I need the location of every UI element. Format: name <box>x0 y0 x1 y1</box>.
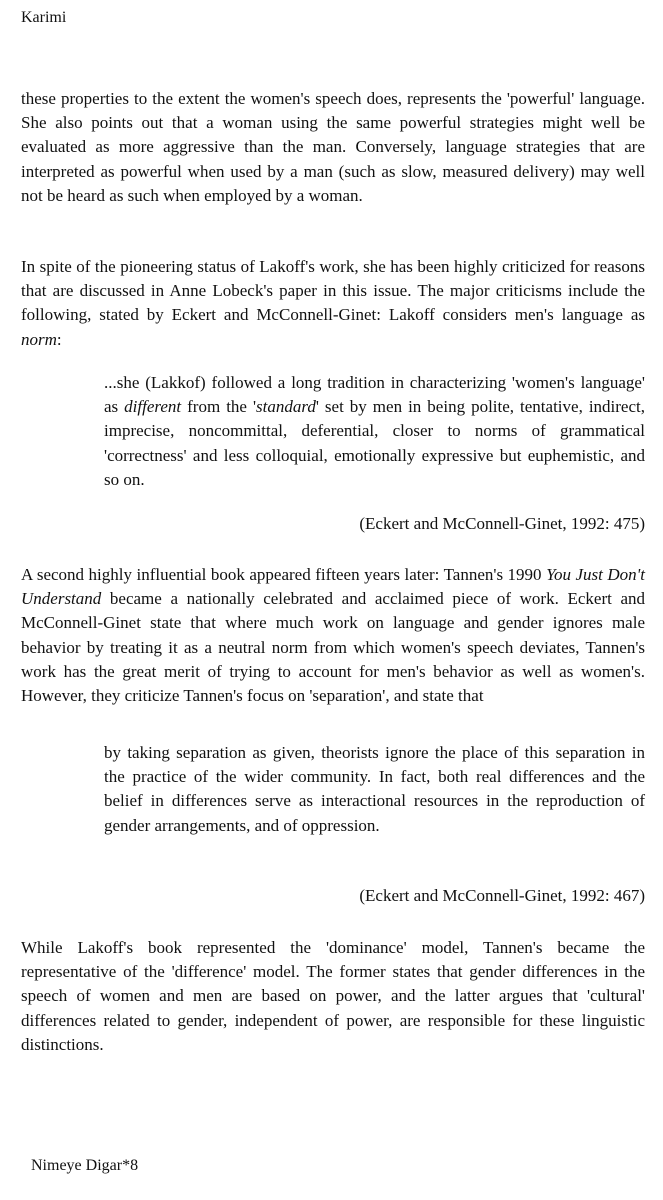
paragraph-2-text: In spite of the pioneering status of Lakoff's work, she has been highly criticized for reasons that are discussed in Anne Lobeck's paper in this issue. The major criticisms include the following, stated by Eckert and McConnell-Ginet: Lakoff considers men's language as <box>21 257 645 325</box>
quote-1-citation: (Eckert and McConnell-Ginet, 1992: 475) <box>359 514 645 533</box>
running-header-author: Karimi <box>21 9 67 26</box>
paragraph-3-part-1: A second highly influential book appeared fifteen years later: Tannen's 1990 <box>21 565 547 584</box>
quote-1-part-3: ' set by men in being polite, tentative, indirect, imprecise, noncommittal, deferential, closer to norms of grammatical 'correctness' and less colloquial, emotionally expressive but euphemistic, and so on. <box>104 397 645 489</box>
paragraph-2-end: : <box>56 329 62 349</box>
book-title: You Just Don't Understand <box>21 565 646 609</box>
paragraph-3-part-2: became a nationally celebrated and acclaimed piece of work. Eckert and McConnell-Ginet state that where much work on language and gender ignores male behavior by treating it as a neutral norm from which women's speech deviates, Tannen's work has the great merit of trying to account for men's behavior as well as women's. However, they criticize Tannen's focus on 'separation', and state that <box>21 589 645 706</box>
paragraph-1 <box>21 87 645 208</box>
paragraph-1-text: these properties to the extent the women's speech does, represents the 'powerful' language. She also points out that a woman using the same powerful strategies might well be evaluated as more aggressive than the man. Conversely, language strategies that are interpreted as powerful when used by a man (such as slow, measured delivery) may well not be heard as such when employed by a woman. <box>21 89 645 205</box>
quote-2-text: by taking separation as given, theorists ignore the place of this separation in the practice of the wider community. In fact, both real differences and the belief in differences serve as interactional resources in the reproduction of gender arrangements, and of oppression. <box>104 743 645 835</box>
paragraph-3 <box>21 563 645 708</box>
emphasis-standard: standard <box>256 397 316 417</box>
paragraph-2 <box>21 255 645 352</box>
paragraph-4 <box>21 936 645 1057</box>
emphasis-different: different <box>124 397 182 417</box>
emphasis-norm: norm <box>21 329 57 349</box>
quote-2-citation: (Eckert and McConnell-Ginet, 1992: 467) <box>359 886 645 905</box>
quote-1-part-1: ...she (Lakkof) followed a long tradition in characterizing 'women's language' as <box>104 373 645 417</box>
running-footer-journal: Nimeye Digar*8 <box>31 1157 139 1174</box>
block-quote-2 <box>104 741 645 838</box>
paragraph-4-text: While Lakoff's book represented the 'dominance' model, Tannen's became the representative of the 'difference' model. The former states that gender differences in the speech of women and men are based on power, and the latter argues that 'cultural' differences related to gender, independent of power, are responsible for these linguistic distinctions. <box>21 938 645 1054</box>
quote-1-part-2: from the ' <box>181 397 257 417</box>
block-quote-1 <box>104 371 645 492</box>
